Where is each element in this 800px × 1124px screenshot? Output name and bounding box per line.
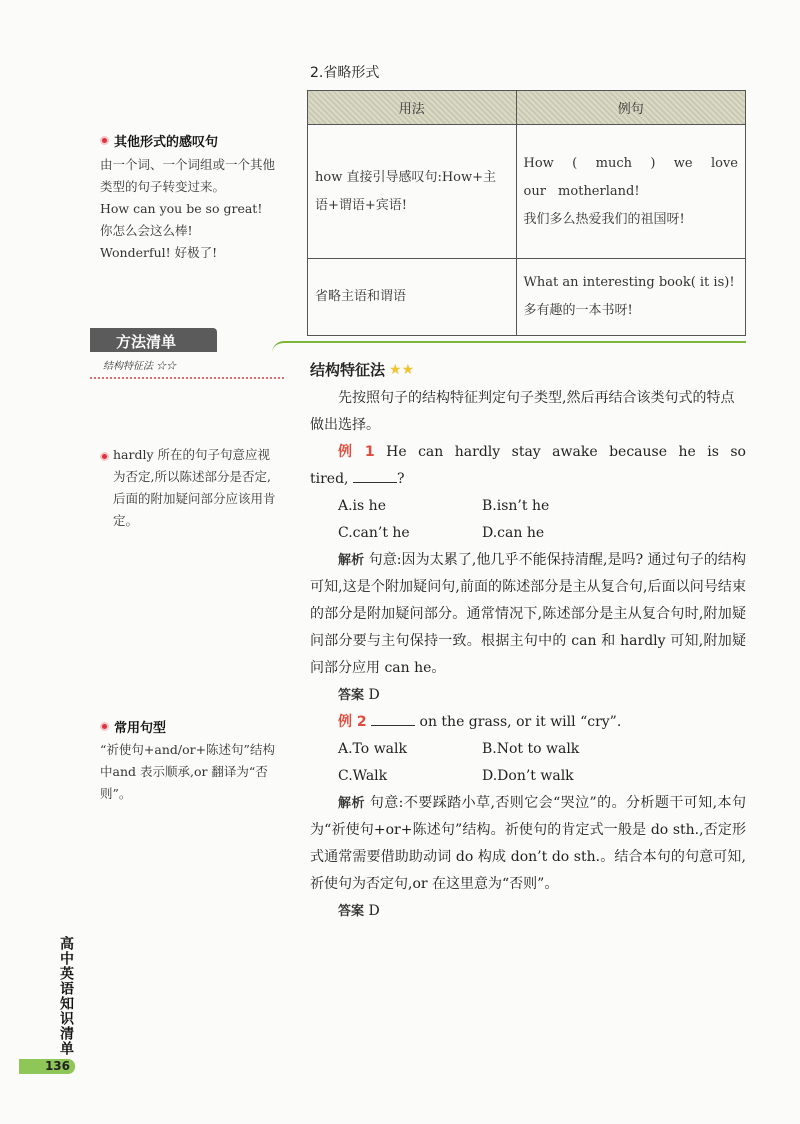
- question-mark: ?: [396, 471, 405, 487]
- option-c: C.can’t he: [338, 525, 410, 541]
- example1-answer: [310, 682, 746, 709]
- sidebar-note-pattern: [100, 717, 276, 805]
- method-heading-text: 结构特征法: [310, 361, 386, 379]
- method-tab: 方法清单: [90, 328, 217, 352]
- note-body: “祈使句+and/or+陈述句”结构中and 表示顺承,or 翻译为“否则”。: [100, 742, 275, 801]
- green-divider: [285, 341, 746, 343]
- table-row: [308, 125, 746, 259]
- bullet-icon: [100, 722, 109, 731]
- note-line: 由一个词、一个词组或一个其他类型的句子转变过来。: [100, 157, 276, 194]
- answer-label: 答案: [338, 688, 365, 703]
- green-divider-curve: [272, 341, 288, 353]
- note-title-text: 其他形式的感叹句: [114, 135, 219, 150]
- book-title: 高中英语知识清单: [58, 936, 74, 1056]
- example-cn: 我们多么热爱我们的祖国呀!: [523, 211, 685, 227]
- note-title-text: 常用句型: [114, 721, 167, 736]
- example1-question-cont: [310, 466, 746, 493]
- answer-value: D: [368, 903, 380, 919]
- example1-question-text: He can hardly stay awake because he is so: [386, 444, 746, 460]
- method-divider: [90, 377, 286, 379]
- option-a: A.is he: [338, 498, 386, 514]
- example2-question-text: on the grass, or it will “cry”.: [419, 714, 622, 730]
- example1-question: [310, 439, 746, 466]
- example2-label: 例 2: [338, 714, 367, 730]
- method-intro: 先按照句子的结构特征判定句子类型,然后再结合该类句式的特点做出选择。: [310, 390, 735, 433]
- table-header-example: 例句: [516, 91, 745, 125]
- table-cell-example: [516, 125, 745, 259]
- page-number: 136: [19, 1059, 75, 1074]
- option-d: D.can he: [482, 525, 545, 541]
- example1-question-text2: tired,: [310, 471, 349, 487]
- option-a: A.To walk: [338, 741, 407, 757]
- bullet-icon: [100, 136, 109, 145]
- example-en: How ( much ) we love our motherland!: [523, 155, 738, 199]
- note-body: [100, 154, 276, 264]
- note-text: hardly 所在的句子句意应视为否定,所以陈述部分是否定,后面的附加疑问部分应该用肯定。: [113, 447, 276, 528]
- analysis-text: 句意:不要踩踏小草,否则它会“哭泣”的。分析题干可知,本句为“祈使句+or+陈述句”结构。祈使句的肯定式一般是 do sth.,否定形式通常需要借助助动词 do 构成 don’t do sth.。结合本句的句意可知,祈使句为否定句,or 在这里意为“否则”。: [310, 795, 746, 892]
- usage-table: [307, 90, 746, 336]
- option-d: D.Don’t walk: [482, 768, 574, 784]
- analysis-label: 解析: [338, 796, 365, 811]
- example1-options-row: [310, 493, 746, 520]
- example-en: What an interesting book( it is)!: [523, 275, 735, 290]
- sidebar-note-exclamation: [100, 131, 276, 264]
- example1-options-row: [310, 520, 746, 547]
- analysis-label: 解析: [338, 553, 365, 568]
- example2-options-row: [310, 763, 746, 790]
- note-line: Wonderful! 好极了!: [100, 245, 218, 260]
- bullet-icon: [100, 452, 109, 461]
- analysis-text: 句意:因为太累了,他几乎不能保持清醒,是吗? 通过句子的结构可知,这是个附加疑问句,前面的陈述部分是主从复合句,后面以问号结束的部分是附加疑问部分。通常情况下,陈述部分是主从复合句时,附加疑问部分要与主句保持一致。根据主句中的 can 和 hardly 可知,附加疑问部分应用 can he。: [310, 552, 746, 676]
- example2-analysis: [310, 790, 746, 898]
- note-line: How can you be so great! 你怎么会这么棒!: [100, 201, 263, 238]
- table-cell-usage: how 直接引导感叹句:How+主语+谓语+宾语!: [308, 125, 517, 259]
- section-title: 2.省略形式: [310, 65, 380, 81]
- example-cn: 多有趣的一本书呀!: [523, 303, 633, 318]
- option-b: B.isn’t he: [482, 498, 550, 514]
- note-title: [100, 131, 276, 150]
- example1-analysis: [310, 547, 746, 682]
- method-heading: [310, 359, 414, 380]
- answer-label: 答案: [338, 904, 365, 919]
- table-cell-usage: 省略主语和谓语: [308, 259, 517, 336]
- example2-answer: [310, 898, 746, 925]
- example1-label: 例 1: [338, 444, 375, 460]
- sidebar-note-hardly: [100, 444, 276, 532]
- table-cell-example: [516, 259, 745, 336]
- answer-blank: [353, 469, 397, 483]
- table-header-row: [308, 91, 746, 125]
- option-c: C.Walk: [338, 768, 388, 784]
- table-row: [308, 259, 746, 336]
- note-title: [100, 717, 276, 736]
- note-body: [100, 444, 276, 532]
- table-header-usage: 用法: [308, 91, 517, 125]
- example2-question: [310, 709, 746, 736]
- example2-options-row: [310, 736, 746, 763]
- option-b: B.Not to walk: [482, 741, 580, 757]
- answer-value: D: [368, 687, 380, 703]
- main-content: [310, 385, 746, 925]
- method-sublabel: 结构特征法 ☆☆: [103, 361, 177, 372]
- star-icon: ★★: [389, 361, 415, 378]
- answer-blank: [371, 712, 415, 726]
